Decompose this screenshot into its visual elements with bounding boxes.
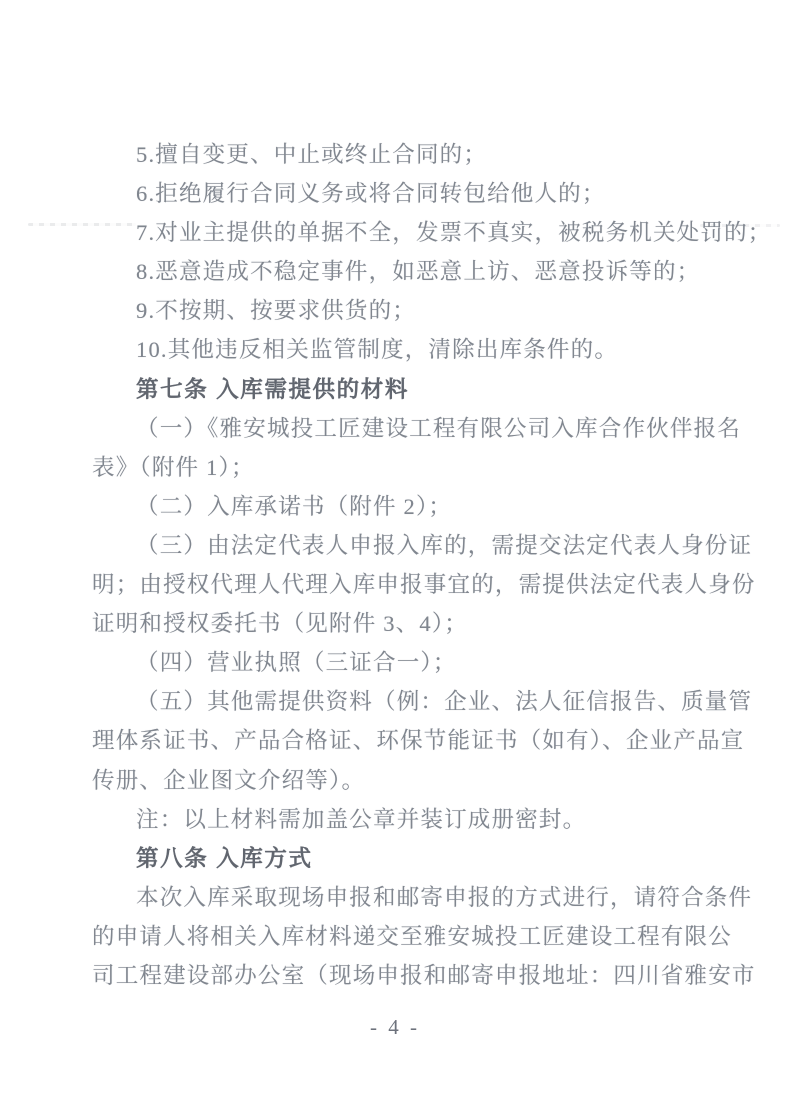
article-8-para-line-2: 的申请人将相关入库材料递交至雅安城投工匠建设工程有限公 [92,923,732,949]
article-7-item-4: （四）营业执照（三证合一）； [136,650,457,676]
article-7-item-3-line-1: （三）由法定代表人申报入库的，需提交法定代表人身份证 [136,532,753,558]
clause-item-8: 8.恶意造成不稳定事件，如恶意上访、恶意投诉等的； [136,259,701,285]
article-7-item-1-line-1: （一）《雅安城投工匠建设工程有限公司入库合作伙伴报名 [136,415,741,441]
clause-item-7: 7.对业主提供的单据不全，发票不真实，被税务机关处罚的； [136,220,772,246]
article-7-item-3-line-3: 证明和授权委托书（见附件 3、4）； [92,611,468,637]
article-7-note: 注：以上材料需加盖公章并装订成册密封。 [136,806,587,832]
article-7-item-2: （二）入库承诺书（附件 2）； [136,493,453,519]
article-7-item-5-line-3: 传册、企业图文介绍等）。 [92,767,366,793]
page-number: - 4 - [370,1015,420,1039]
clause-item-6: 6.拒绝履行合同义务或将合同转包给他人的； [136,181,606,207]
article-7-item-1-line-2: 表》（附件 1）； [92,454,255,480]
article-7-item-5-line-1: （五）其他需提供资料（例：企业、法人征信报告、质量管 [136,689,753,715]
article-7-heading: 第七条 入库需提供的材料 [136,376,409,402]
clause-item-9: 9.不按期、按要求供货的； [136,298,416,324]
article-8-heading: 第八条 入库方式 [136,845,313,871]
article-7-item-5-line-2: 理体系证书、产品合格证、环保节能证书（如有）、企业产品宣 [92,728,745,754]
clause-item-5: 5.擅自变更、中止或终止合同的； [136,142,488,167]
document-body [92,135,772,995]
article-8-para-line-1: 本次入库采取现场申报和邮寄申报的方式进行，请符合条件 [136,884,753,910]
article-8-para-line-3: 司工程建设部办公室（现场申报和邮寄申报地址：四川省雅安市 [92,962,756,988]
clause-item-10: 10.其他违反相关监管制度，清除出库条件的。 [136,337,619,363]
article-7-item-3-line-2: 明；由授权代理人代理入库申报事宜的，需提供法定代表人身份 [92,572,756,598]
